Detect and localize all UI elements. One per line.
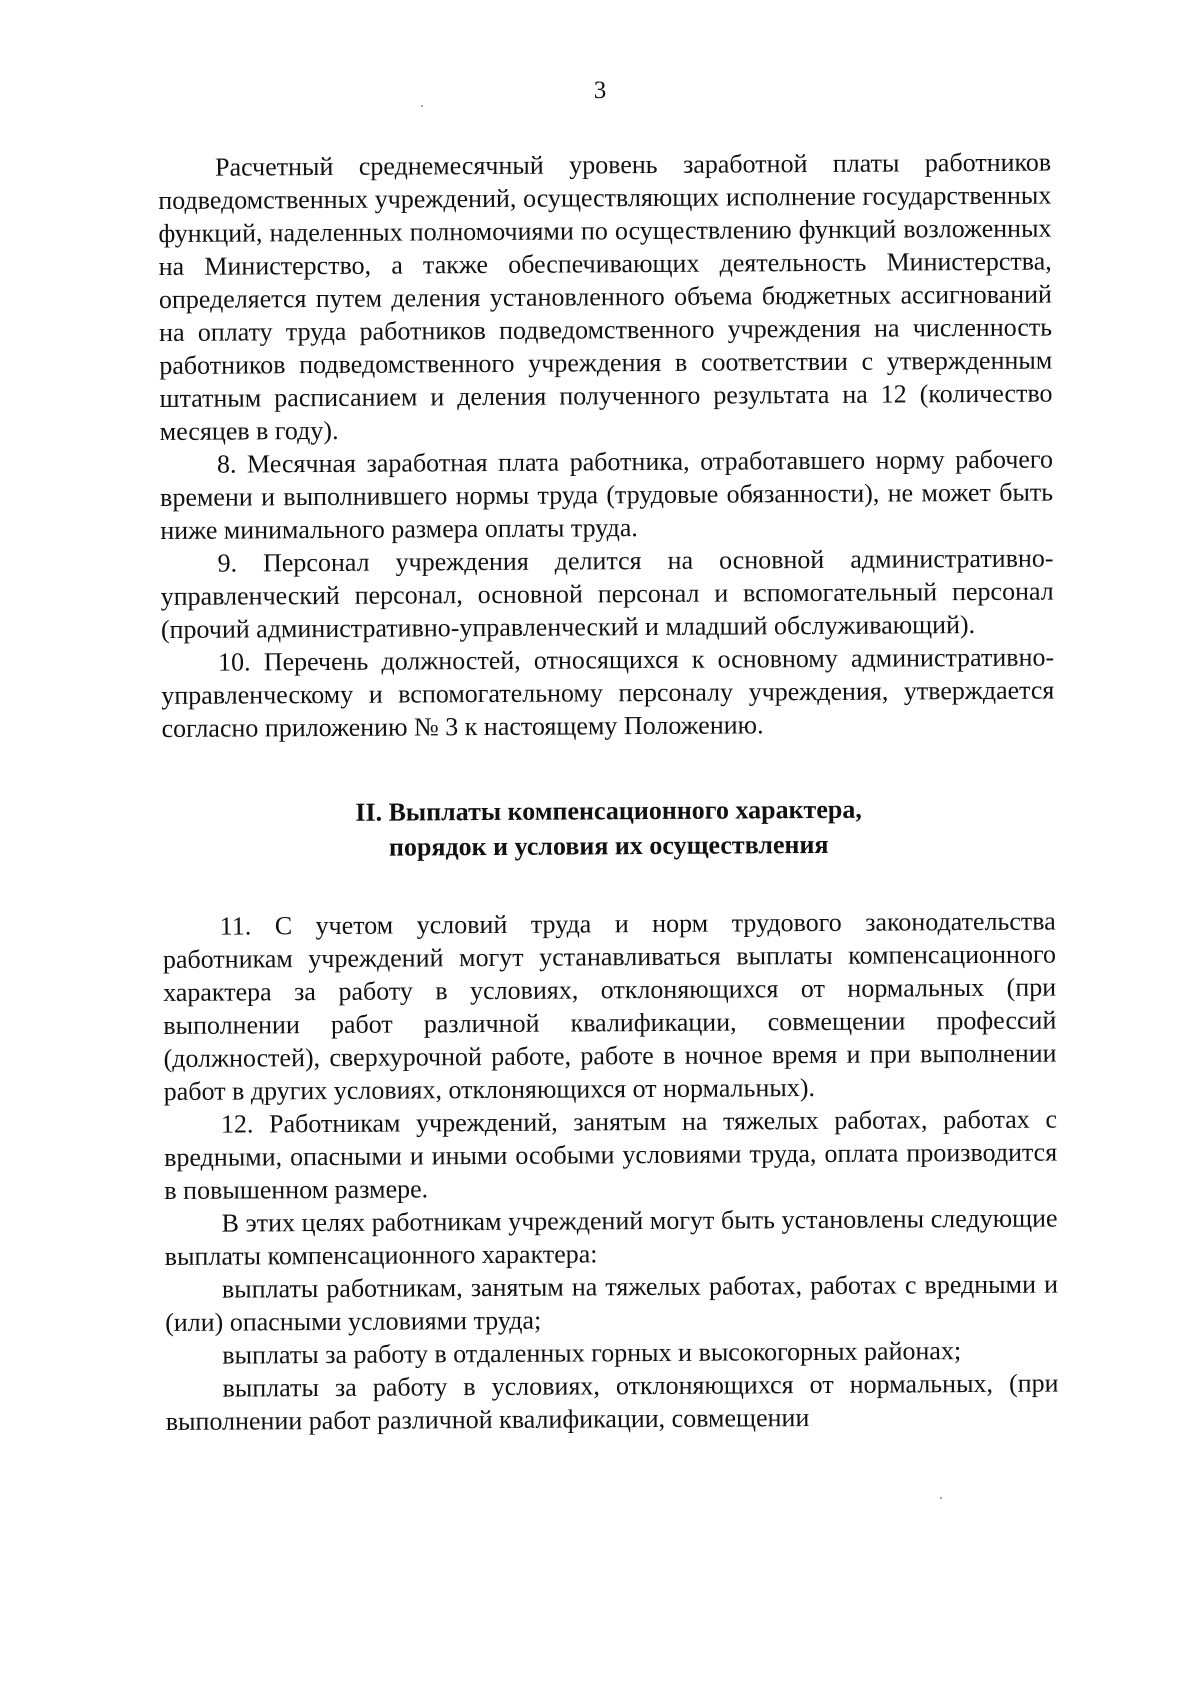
list-item-hard-work: выплаты работникам, занятым на тяжелых работах, работах с вредными и (или) опасными условиями труда;	[165, 1269, 1059, 1337]
paragraph-11: 11. С учетом условий труда и норм трудового законодательства работникам учреждений могут устанавливаться выплаты компенсационного характера за работу в условиях, отклоняющихся от нормальных (при выполнении работ различной квалификации, совмещении профессий (должностей), сверхурочной работе, работе в ночное время и при выполнении работ в других условиях, отклоняющихся от нормальных).	[162, 906, 1057, 1106]
scan-speck	[940, 1497, 942, 1499]
paragraph-salary-level: Расчетный среднемесячный уровень заработной платы работников подведомственных учреждений, осуществляющих исполнение государственных функций, наделенных полномочиями по осуществлению функций возложенных на Министерство, а также обеспечивающих деятельность Министерства, определяется путем деления установленного объема бюджетных ассигнований на оплату труда работников подведомственного учреждения на численность работников подведомственного учреждения в соответствии с утвержденным штатным расписанием и деления полученного результата на 12 (количество месяцев в году).	[158, 147, 1053, 446]
section-heading-line-1: II. Выплаты компенсационного характера,	[355, 794, 862, 827]
page-number: 3	[593, 77, 607, 104]
paragraph-10: 10. Перечень должностей, относящихся к основному административно-управленческому и вспомогательному персоналу учреждения, утверждается согласно приложению № 3 к настоящему Положению.	[161, 642, 1055, 743]
paragraph-9: 9. Персонал учреждения делится на основной административно-управленческий персонал, основной персонал и вспомогательный персонал (прочий административно-управленческий и младший обслуживающий).	[160, 543, 1054, 644]
paragraph-12: 12. Работникам учреждений, занятым на тяжелых работах, работах с вредными, опасными и иными особыми условиями труда, оплата производится в повышенном размере.	[164, 1104, 1058, 1205]
document-body	[158, 146, 1059, 1438]
paragraph-compensation-intro: В этих целях работникам учреждений могут быть установлены следующие выплаты компенсационного характера:	[164, 1203, 1058, 1271]
section-heading	[162, 791, 1055, 866]
list-item-abnormal-conditions: выплаты за работу в условиях, отклоняющихся от нормальных, (при выполнении работ различной квалификации, совмещении	[165, 1368, 1059, 1436]
scan-speck	[421, 105, 423, 107]
paragraph-8: 8. Месячная заработная плата работника, отработавшего норму рабочего времени и выполнившего нормы труда (трудовые обязанности), не может быть ниже минимального размера оплаты труда.	[160, 444, 1054, 545]
list-item-mountain-areas: выплаты за работу в отдаленных горных и высокогорных районах;	[222, 1336, 962, 1370]
section-heading-line-2: порядок и условия их осуществления	[388, 829, 829, 862]
